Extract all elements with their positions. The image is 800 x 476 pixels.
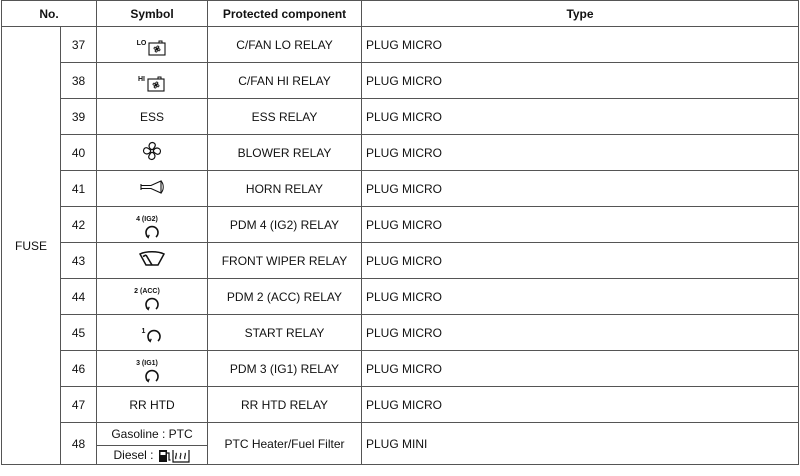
symbol-superscript: 2 (ACC)	[134, 287, 160, 295]
table-row	[2, 279, 799, 315]
type-cell: PLUG MICRO	[362, 279, 799, 315]
table-row	[2, 387, 799, 423]
fuse-table	[1, 0, 799, 465]
header-no: No.	[2, 1, 97, 27]
table-row	[2, 351, 799, 387]
front-wiper-icon	[138, 251, 166, 267]
type-cell: PLUG MICRO	[362, 27, 799, 63]
ignition-relay-icon	[142, 328, 163, 344]
type-cell: PLUG MINI	[362, 423, 799, 465]
symbol-cell	[97, 423, 208, 465]
row-number: 46	[61, 351, 97, 387]
symbol-superscript: 4 (IG2)	[136, 215, 158, 223]
component-cell: PTC Heater/Fuel Filter	[208, 423, 362, 465]
component-cell: RR HTD RELAY	[208, 387, 362, 423]
table-row	[2, 243, 799, 279]
component-cell: PDM 3 (IG1) RELAY	[208, 351, 362, 387]
header-symbol: Symbol	[97, 1, 208, 27]
symbol-cell	[97, 207, 208, 243]
component-cell: BLOWER RELAY	[208, 135, 362, 171]
component-cell: C/FAN LO RELAY	[208, 27, 362, 63]
row-number: 41	[61, 171, 97, 207]
header-row	[2, 1, 799, 27]
symbol-superscript: LO	[136, 39, 147, 47]
row-number: 45	[61, 315, 97, 351]
symbol-cell	[97, 279, 208, 315]
table-row	[2, 171, 799, 207]
row-number: 37	[61, 27, 97, 63]
type-cell: PLUG MICRO	[362, 351, 799, 387]
table-row	[2, 27, 799, 63]
group-label-fuse: FUSE	[2, 27, 61, 465]
table-row	[2, 135, 799, 171]
row-number: 47	[61, 387, 97, 423]
rr-htd-symbol: RR HTD	[97, 387, 208, 423]
gasoline-symbol-label: Gasoline : PTC	[97, 423, 207, 446]
component-cell: PDM 2 (ACC) RELAY	[208, 279, 362, 315]
type-cell: PLUG MICRO	[362, 171, 799, 207]
symbol-cell	[97, 351, 208, 387]
ignition-relay-icon	[136, 215, 160, 240]
symbol-cell	[97, 27, 208, 63]
table-row	[2, 99, 799, 135]
horn-icon	[139, 179, 165, 195]
table-row	[2, 315, 799, 351]
type-cell: PLUG MICRO	[362, 99, 799, 135]
ignition-relay-icon	[136, 359, 160, 384]
row-number: 44	[61, 279, 97, 315]
table-row	[2, 423, 799, 465]
symbol-cell	[97, 243, 208, 279]
header-type: Type	[362, 1, 799, 27]
blower-fan-icon	[141, 140, 163, 162]
component-cell: PDM 4 (IG2) RELAY	[208, 207, 362, 243]
fuel-filter-heater-icon	[157, 446, 191, 464]
type-cell: PLUG MICRO	[362, 243, 799, 279]
symbol-superscript: 1	[141, 327, 146, 335]
component-cell: C/FAN HI RELAY	[208, 63, 362, 99]
fan-hi-relay-icon	[138, 76, 166, 92]
symbol-superscript: HI	[138, 75, 145, 83]
type-cell: PLUG MICRO	[362, 315, 799, 351]
type-cell: PLUG MICRO	[362, 387, 799, 423]
type-cell: PLUG MICRO	[362, 63, 799, 99]
component-cell: FRONT WIPER RELAY	[208, 243, 362, 279]
row-number: 38	[61, 63, 97, 99]
row-number: 39	[61, 99, 97, 135]
symbol-superscript: 3 (IG1)	[136, 359, 158, 367]
row-number: 42	[61, 207, 97, 243]
table-row	[2, 207, 799, 243]
row-number: 40	[61, 135, 97, 171]
fan-lo-relay-icon	[137, 40, 168, 56]
ess-symbol: ESS	[97, 99, 208, 135]
component-cell: START RELAY	[208, 315, 362, 351]
symbol-cell	[97, 135, 208, 171]
symbol-cell	[97, 63, 208, 99]
component-cell: HORN RELAY	[208, 171, 362, 207]
symbol-cell	[97, 315, 208, 351]
row-number: 43	[61, 243, 97, 279]
type-cell: PLUG MICRO	[362, 207, 799, 243]
type-cell: PLUG MICRO	[362, 135, 799, 171]
table-row	[2, 63, 799, 99]
diesel-symbol-label: Diesel :	[113, 448, 154, 462]
ignition-relay-icon	[134, 287, 160, 312]
header-component: Protected component	[208, 1, 362, 27]
symbol-cell	[97, 171, 208, 207]
row-number: 48	[61, 423, 97, 465]
component-cell: ESS RELAY	[208, 99, 362, 135]
